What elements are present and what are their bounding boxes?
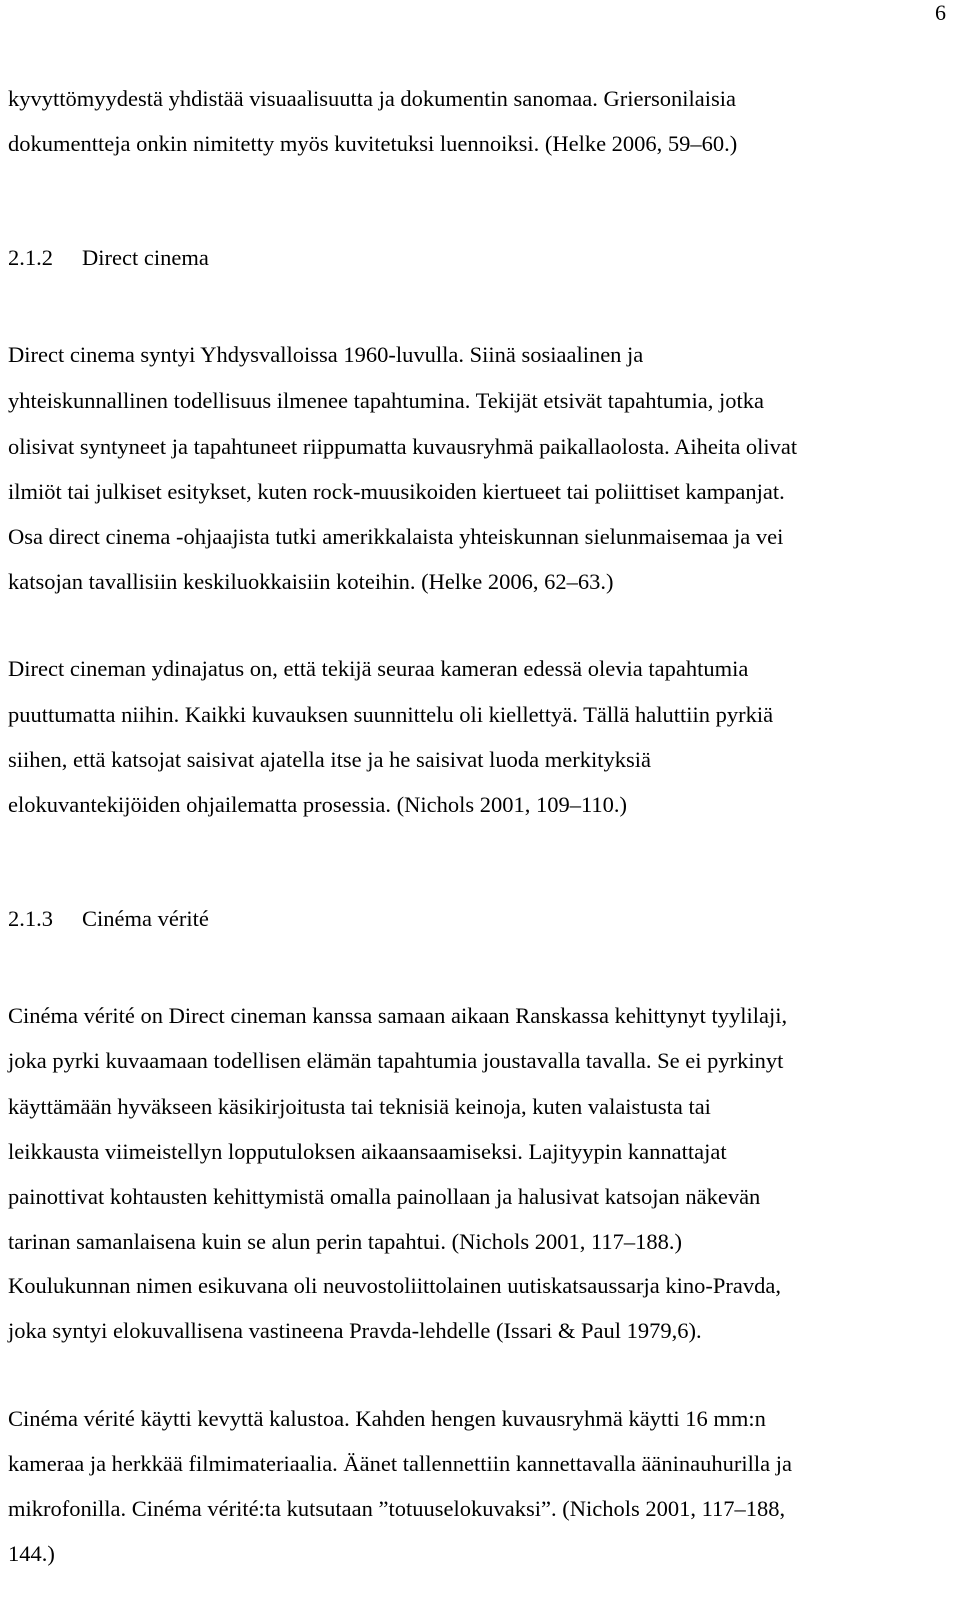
text-line: Koulukunnan nimen esikuvana oli neuvostoliittolainen uutiskatsaussarja kino-Pravda, bbox=[8, 1273, 781, 1298]
text-line: ilmiöt tai julkiset esitykset, kuten rock-muusikoiden kiertueet tai poliittiset kampanjat. bbox=[8, 479, 785, 504]
text-line: Cinéma vérité käytti kevyttä kalustoa. Kahden hengen kuvausryhmä käytti 16 mm:n bbox=[8, 1406, 766, 1431]
text-line: katsojan tavallisiin keskiluokkaisiin koteihin. (Helke 2006, 62–63.) bbox=[8, 569, 614, 594]
text-line: kyvyttömyydestä yhdistää visuaalisuutta ja dokumentin sanomaa. Griersonilaisia bbox=[8, 86, 736, 111]
text-line: dokumentteja onkin nimitetty myös kuvitetuksi luennoiksi. (Helke 2006, 59–60.) bbox=[8, 131, 738, 156]
text-line: puuttumatta niihin. Kaikki kuvauksen suunnittelu oli kiellettyä. Tällä haluttiin pyrkiä bbox=[8, 702, 774, 727]
text-line: Direct cinema syntyi Yhdysvalloissa 1960-luvulla. Siinä sosiaalinen ja bbox=[8, 342, 644, 367]
section-heading-cinema-verite bbox=[8, 908, 209, 931]
text-line: mikrofonilla. Cinéma vérité:ta kutsutaan ”totuuselokuvaksi”. (Nichols 2001, 117–188, bbox=[8, 1496, 786, 1521]
text-line: joka syntyi elokuvallisena vastineena Pravda-lehdelle (Issari & Paul 1979,6). bbox=[8, 1318, 702, 1343]
text-line: 144.) bbox=[8, 1541, 55, 1566]
text-line: yhteiskunnallinen todellisuus ilmenee tapahtumina. Tekijät etsivät tapahtumia, jotka bbox=[8, 388, 764, 413]
text-line: käyttämään hyväkseen käsikirjoitusta tai teknisiä keinoja, kuten valaistusta tai bbox=[8, 1094, 711, 1119]
text-line: kameraa ja herkkää filmimateriaalia. Äänet tallennettiin kannettavalla ääninauhurilla ja bbox=[8, 1451, 792, 1476]
section-number: 2.1.3 bbox=[8, 906, 53, 931]
text-line: painottivat kohtausten kehittymistä omalla painollaan ja halusivat katsojan näkevän bbox=[8, 1184, 761, 1209]
text-line: Direct cineman ydinajatus on, että tekijä seuraa kameran edessä olevia tapahtumia bbox=[8, 656, 749, 681]
text-line: joka pyrki kuvaamaan todellisen elämän tapahtumia joustavalla tavalla. Se ei pyrkinyt bbox=[8, 1048, 784, 1073]
text-line: leikkausta viimeistellyn lopputuloksen aikaansaamiseksi. Lajityypin kannattajat bbox=[8, 1139, 727, 1164]
text-line: Osa direct cinema -ohjaajista tutki amerikkalaista yhteiskunnan sielunmaisemaa ja vei bbox=[8, 524, 784, 549]
text-line: siihen, että katsojat saisivat ajatella itse ja he saisivat luoda merkityksiä bbox=[8, 747, 651, 772]
section-number: 2.1.2 bbox=[8, 245, 53, 270]
section-title: Cinéma vérité bbox=[82, 906, 209, 931]
section-heading-direct-cinema bbox=[8, 247, 209, 270]
text-line: elokuvantekijöiden ohjailematta prosessia. (Nichols 2001, 109–110.) bbox=[8, 792, 628, 817]
page-number: 6 bbox=[935, 0, 946, 25]
text-line: tarinan samanlaisena kuin se alun perin tapahtui. (Nichols 2001, 117–188.) bbox=[8, 1229, 683, 1254]
text-line: Cinéma vérité on Direct cineman kanssa samaan aikaan Ranskassa kehittynyt tyylilaji, bbox=[8, 1003, 788, 1028]
text-line: olisivat syntyneet ja tapahtuneet riippumatta kuvausryhmä paikallaolosta. Aiheita olivat bbox=[8, 434, 798, 459]
section-title: Direct cinema bbox=[82, 245, 209, 270]
